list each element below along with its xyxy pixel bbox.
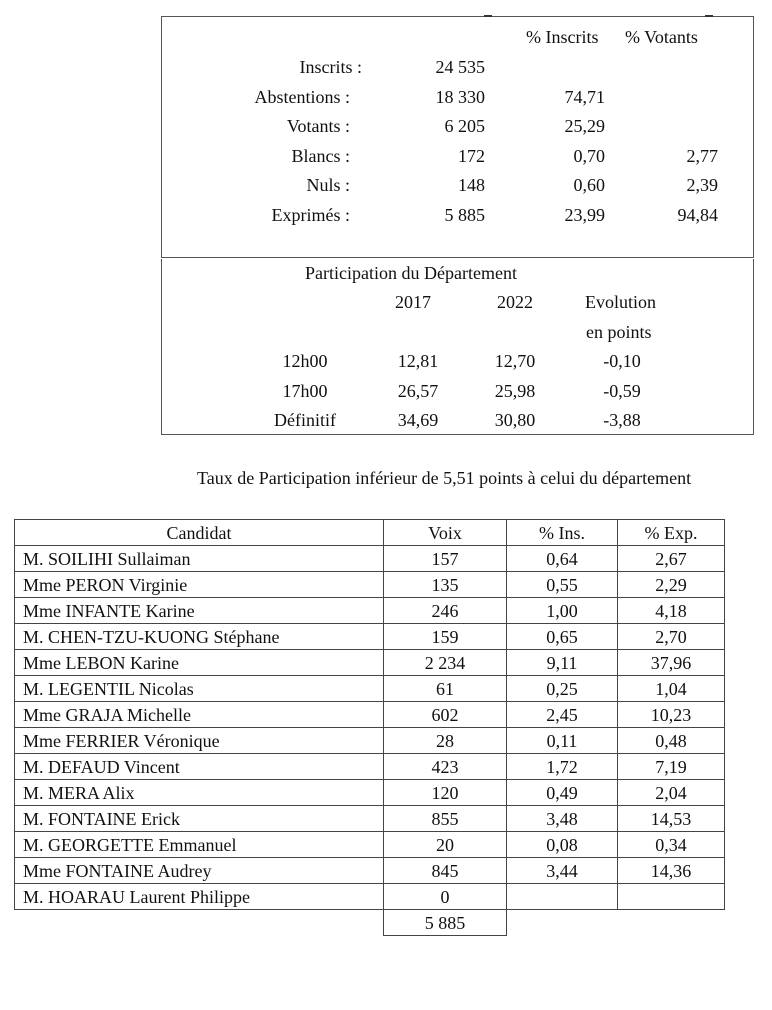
- candidate-name: Mme INFANTE Karine: [15, 598, 384, 624]
- empty-cell: [618, 910, 725, 936]
- candidate-voix: 28: [384, 728, 507, 754]
- results-pct-inscrits: 0,60: [573, 175, 605, 196]
- header-2017: 2017: [395, 292, 431, 312]
- department-row-label: 17h00: [282, 380, 328, 401]
- candidate-voix: 61: [384, 676, 507, 702]
- candidate-pct-ins: 0,11: [507, 728, 618, 754]
- candidate-pct-ins: 1,72: [507, 754, 618, 780]
- border-tick: [484, 15, 492, 17]
- candidate-pct-exp: 7,19: [618, 754, 725, 780]
- candidate-row: [15, 650, 725, 676]
- results-label: Nuls :: [306, 175, 350, 196]
- candidate-row: [15, 728, 725, 754]
- department-evolution: -3,88: [603, 410, 641, 430]
- candidate-row: [15, 624, 725, 650]
- candidate-pct-exp: 0,48: [618, 728, 725, 754]
- candidate-voix: 159: [384, 624, 507, 650]
- total-voix: 5 885: [384, 910, 507, 936]
- results-pct-votants: 2,77: [686, 145, 718, 166]
- candidate-row: [15, 832, 725, 858]
- candidate-pct-ins: 3,44: [507, 858, 618, 884]
- department-evolution: -0,59: [603, 380, 641, 401]
- candidate-name: M. CHEN-TZU-KUONG Stéphane: [15, 624, 384, 650]
- candidate-name: M. GEORGETTE Emmanuel: [15, 832, 384, 858]
- empty-cell: [15, 910, 384, 936]
- results-label: Inscrits :: [299, 57, 362, 77]
- department-participation-box: [161, 259, 754, 435]
- candidate-row: [15, 806, 725, 832]
- candidate-pct-ins: 0,49: [507, 780, 618, 806]
- candidate-voix: 135: [384, 572, 507, 598]
- department-2022: 25,98: [494, 380, 536, 401]
- results-value: 18 330: [435, 86, 485, 107]
- candidates-header-row: [15, 520, 725, 546]
- results-pct-inscrits: 23,99: [564, 205, 605, 225]
- candidate-name: Mme GRAJA Michelle: [15, 702, 384, 728]
- department-2017: 34,69: [397, 410, 439, 430]
- department-2017: 12,81: [397, 351, 439, 371]
- department-evolution: -0,10: [603, 351, 641, 371]
- header-pct-ins: % Ins.: [507, 520, 618, 546]
- candidate-pct-exp: 2,70: [618, 624, 725, 650]
- candidate-voix: 20: [384, 832, 507, 858]
- candidate-voix: 845: [384, 858, 507, 884]
- header-evolution: Evolution: [585, 292, 656, 312]
- candidate-pct-exp: 1,04: [618, 676, 725, 702]
- results-pct-inscrits: 0,70: [573, 145, 605, 166]
- results-value: 172: [458, 145, 485, 166]
- header-candidat: Candidat: [15, 520, 384, 546]
- border-tick: [705, 15, 713, 17]
- candidate-pct-exp: 2,29: [618, 572, 725, 598]
- results-value: 24 535: [435, 57, 485, 77]
- header-evolution-unit: en points: [586, 322, 652, 342]
- participation-note: Taux de Participation inférieur de 5,51 points à celui du département: [197, 468, 692, 488]
- candidate-voix: 2 234: [384, 650, 507, 676]
- header-pct-inscrits: % Inscrits: [526, 27, 599, 47]
- empty-cell: [507, 910, 618, 936]
- department-title: Participation du Département: [305, 263, 517, 283]
- candidate-voix: 423: [384, 754, 507, 780]
- department-row-label: Définitif: [274, 410, 336, 430]
- candidates-table: [14, 519, 725, 936]
- candidate-row: [15, 572, 725, 598]
- candidate-voix: 602: [384, 702, 507, 728]
- candidate-pct-exp: [618, 884, 725, 910]
- candidate-name: M. FONTAINE Erick: [15, 806, 384, 832]
- results-pct-inscrits: 74,71: [564, 86, 605, 107]
- candidate-pct-exp: 0,34: [618, 832, 725, 858]
- candidate-name: Mme FONTAINE Audrey: [15, 858, 384, 884]
- candidates-body: [15, 546, 725, 936]
- candidate-name: M. LEGENTIL Nicolas: [15, 676, 384, 702]
- candidate-row: [15, 884, 725, 910]
- candidate-voix: 855: [384, 806, 507, 832]
- candidate-voix: 120: [384, 780, 507, 806]
- candidate-name: M. DEFAUD Vincent: [15, 754, 384, 780]
- department-2022: 12,70: [494, 351, 536, 371]
- candidate-pct-exp: 2,67: [618, 546, 725, 572]
- header-2022: 2022: [497, 292, 533, 312]
- candidate-pct-exp: 37,96: [618, 650, 725, 676]
- candidate-name: M. SOILIHI Sullaiman: [15, 546, 384, 572]
- candidate-row: [15, 676, 725, 702]
- candidate-name: Mme PERON Virginie: [15, 572, 384, 598]
- department-2017: 26,57: [397, 380, 439, 401]
- results-pct-votants: 2,39: [686, 175, 718, 196]
- candidate-name: Mme FERRIER Véronique: [15, 728, 384, 754]
- results-value: 6 205: [444, 116, 485, 137]
- candidate-voix: 157: [384, 546, 507, 572]
- candidate-pct-ins: 0,55: [507, 572, 618, 598]
- candidate-pct-ins: 0,64: [507, 546, 618, 572]
- candidate-voix: 0: [384, 884, 507, 910]
- candidate-pct-ins: 3,48: [507, 806, 618, 832]
- candidate-row: [15, 754, 725, 780]
- candidate-name: Mme LEBON Karine: [15, 650, 384, 676]
- candidate-pct-exp: 4,18: [618, 598, 725, 624]
- candidate-pct-ins: 0,08: [507, 832, 618, 858]
- candidate-voix: 246: [384, 598, 507, 624]
- candidate-pct-ins: 2,45: [507, 702, 618, 728]
- results-label: Exprimés :: [271, 205, 350, 225]
- candidate-row: [15, 546, 725, 572]
- candidate-pct-ins: 0,65: [507, 624, 618, 650]
- candidate-pct-exp: 2,04: [618, 780, 725, 806]
- candidate-row: [15, 702, 725, 728]
- results-pct-votants: 94,84: [677, 205, 718, 225]
- candidate-row: [15, 598, 725, 624]
- candidate-row: [15, 780, 725, 806]
- candidate-row: [15, 858, 725, 884]
- candidate-pct-ins: [507, 884, 618, 910]
- candidate-pct-ins: 0,25: [507, 676, 618, 702]
- department-row-label: 12h00: [282, 351, 328, 371]
- department-2022: 30,80: [494, 410, 536, 430]
- results-pct-inscrits: 25,29: [564, 116, 605, 137]
- header-pct-votants: % Votants: [625, 27, 698, 47]
- results-label: Votants :: [286, 116, 350, 137]
- header-voix: Voix: [384, 520, 507, 546]
- results-value: 5 885: [444, 205, 485, 225]
- results-label: Abstentions :: [254, 86, 350, 107]
- candidate-pct-exp: 14,53: [618, 806, 725, 832]
- candidate-name: M. MERA Alix: [15, 780, 384, 806]
- total-row: [15, 910, 725, 936]
- candidate-pct-exp: 14,36: [618, 858, 725, 884]
- header-pct-exp: % Exp.: [618, 520, 725, 546]
- results-label: Blancs :: [291, 145, 350, 166]
- results-value: 148: [458, 175, 485, 196]
- candidate-name: M. HOARAU Laurent Philippe: [15, 884, 384, 910]
- candidate-pct-exp: 10,23: [618, 702, 725, 728]
- candidate-pct-ins: 9,11: [507, 650, 618, 676]
- candidate-pct-ins: 1,00: [507, 598, 618, 624]
